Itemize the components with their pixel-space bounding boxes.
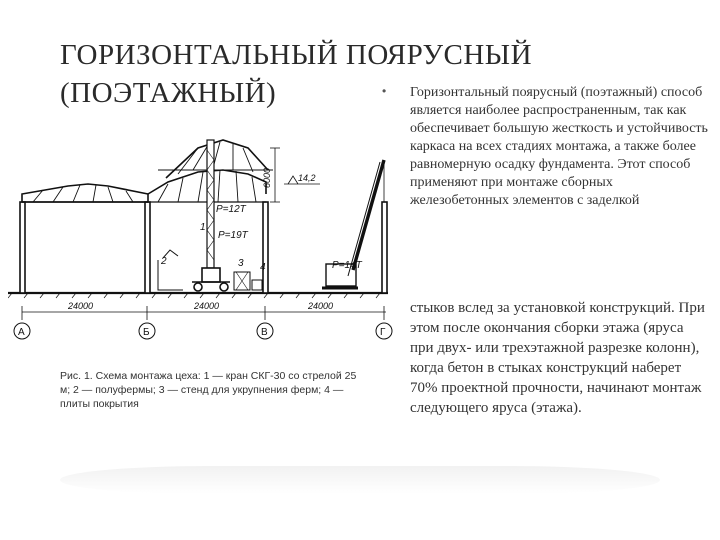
height-dimension-label: 6000: [262, 167, 272, 188]
load-label-2: P=19T: [218, 230, 248, 241]
span-3-label: 24000: [308, 301, 334, 311]
span-2-label: 24000: [194, 301, 220, 311]
title-line-1: ГОРИЗОНТАЛЬНЫЙ ПОЯРУСНЫЙ: [60, 39, 533, 71]
body-text-top: Горизонтальный поярусный (поэтажный) способ является наиболее распространенным, так как обеспечивает большую жесткость и устойчивость каркаса на всех стадиях монтажа, а также более равномерную осадку фундамента. Этот способ применяют при монтаже сборных железобетонных элементов с заделкой: [410, 85, 708, 208]
axis-b-label: Б: [143, 327, 150, 338]
load-label-3: P=14T: [332, 260, 362, 271]
title-line-2: (ПОЭТАЖНЫЙ): [60, 77, 277, 109]
construction-diagram: [8, 130, 398, 348]
body-text-bottom: стыков вслед за установкой конструкций. При этом после окончания сборки этажа (яруса при двух- или трехэтажной разрезке колонн), когда бетон в стыках конструкций наберет 70% проектной прочности, начинают монтаж следующего яруса (этажа).: [410, 300, 705, 416]
axis-g-label: Г: [380, 327, 386, 338]
span-1-label: 24000: [68, 301, 94, 311]
load-label-1: P=12T: [216, 204, 246, 215]
marker-2-label: 2: [161, 256, 167, 267]
figure-caption: Рис. 1. Схема монтажа цеха: 1 — кран СКГ-30 со стрелой 25 м; 2 — полуфермы; 3 — стенд для укрупнения ферм; 4 — плиты покрытия: [60, 370, 357, 410]
bullet-icon: •: [382, 84, 387, 98]
marker-1-label: 1: [200, 222, 206, 233]
axis-a-label: А: [18, 327, 25, 338]
marker-4-label: 4: [260, 262, 266, 273]
marker-3-label: 3: [238, 258, 244, 269]
elevation-label: 14,2: [298, 173, 316, 183]
axis-v-label: В: [261, 327, 268, 338]
slide-shadow-divider: [60, 466, 660, 494]
